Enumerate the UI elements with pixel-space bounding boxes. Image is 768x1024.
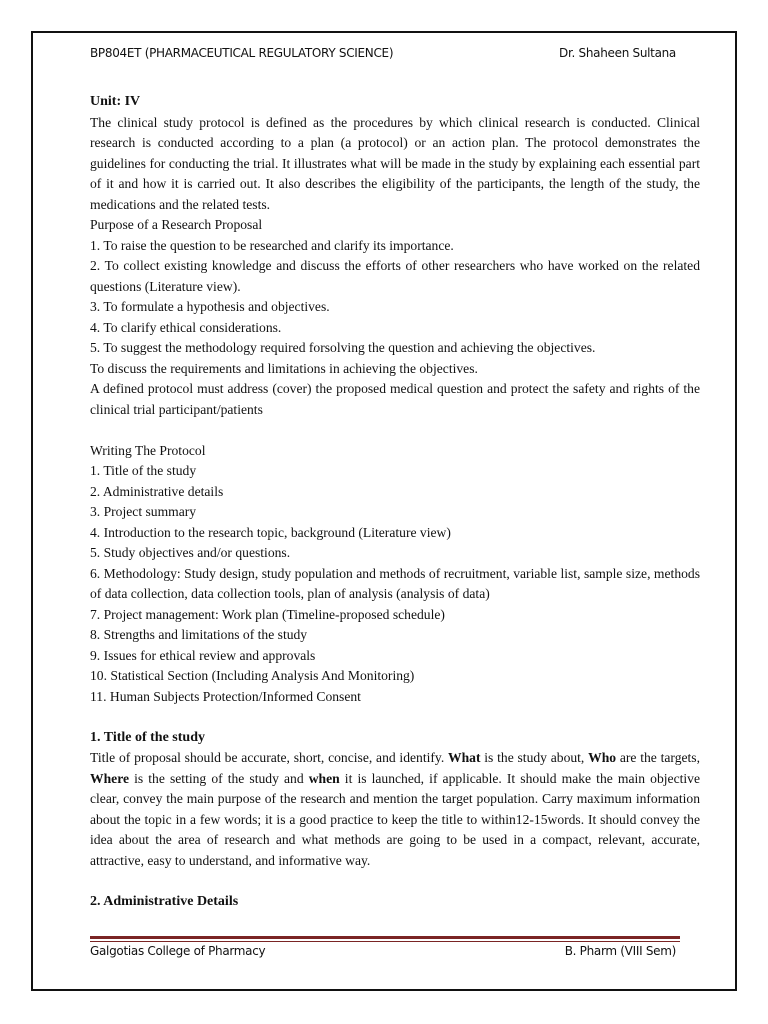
protocol-list-item: 9. Issues for ethical review and approvals (90, 647, 316, 663)
protocol-statement: A defined protocol must address (cover) the proposed medical question and protect the safety and rights of the clinical trial participant/patients (90, 381, 700, 417)
intro-paragraph: The clinical study protocol is defined as the procedures by which clinical research is conducted. Clinical research is conducted according to a plan (a protocol) or an action plan. The protocol demonstrates the guidelines for conducting the trial. It illustrates what will be made in the study by explaining each essential part of it and how it is carried out. It also describes the eligibility of the participants, the length of the study, the medications and the related tests. (90, 114, 700, 212)
footer-rule-thick (90, 936, 680, 939)
page-header (90, 46, 676, 60)
writing-protocol-heading: Writing The Protocol (90, 442, 206, 458)
purpose-item: 2. To collect existing knowledge and discuss the efforts of other researchers who have worked on the related questions (Literature view). (90, 258, 700, 294)
body-text: Title of proposal should be accurate, short, concise, and identify. (90, 750, 449, 765)
purpose-item: To discuss the requirements and limitations in achieving the objectives. (90, 360, 478, 376)
unit-heading: Unit: IV (90, 94, 141, 109)
footer-college: Galgotias College of Pharmacy (90, 944, 266, 958)
header-author: Dr. Shaheen Sultana (559, 46, 676, 60)
protocol-list-item: 3. Project summary (90, 504, 197, 519)
purpose-item: 4. To clarify ethical considerations. (90, 319, 282, 335)
body-text: is the setting of the study and (129, 770, 309, 786)
keyword-where: Where (90, 770, 130, 786)
spacer (90, 420, 700, 441)
body-text: it is launched, if applicable. It should make the main objective clear, convey the main purpose of the research and mention the target population. Carry maximum information about the topic in a few words; it is a good practice to keep the title to within12-15words. It should convey the idea about the area of research and what methods are going to be used in a compact, relevant, accurate, attractive, easy to understand, and informative way. (90, 770, 700, 868)
section-administrative-details-heading: 2. Administrative Details (90, 893, 239, 909)
protocol-list-item: 6. Methodology: Study design, study population and methods of recruitment, variable list, sample size, methods of data collection, data collection tools, plan of analysis (analysis of data) (90, 565, 700, 601)
keyword-when: when (308, 770, 340, 786)
page-footer (90, 944, 676, 958)
protocol-list-item: 10. Statistical Section (Including Analysis And Monitoring) (90, 668, 415, 683)
section-title-of-study-heading: 1. Title of the study (90, 729, 205, 745)
header-course-title: BP804ET (PHARMACEUTICAL REGULATORY SCIENCE) (90, 46, 394, 60)
protocol-list-item: 8. Strengths and limitations of the study (90, 627, 308, 642)
protocol-list-item: 2. Administrative details (90, 483, 224, 499)
purpose-item: 1. To raise the question to be researched and clarify its importance. (90, 237, 454, 253)
purpose-heading: Purpose of a Research Proposal (90, 217, 263, 232)
purpose-item: 5. To suggest the methodology required forsolving the question and achieving the objectives. (90, 340, 596, 355)
protocol-list-item: 4. Introduction to the research topic, background (Literature view) (90, 524, 451, 540)
footer-program: B. Pharm (VIII Sem) (564, 944, 676, 958)
keyword-who: Who (588, 750, 617, 765)
protocol-list-item: 11. Human Subjects Protection/Informed Consent (90, 688, 361, 704)
protocol-list-item: 5. Study objectives and/or questions. (90, 545, 291, 560)
keyword-what: What (448, 750, 481, 765)
section-title-of-study-body (90, 748, 700, 871)
body-text: is the study about, (480, 750, 589, 765)
spacer (90, 707, 700, 728)
body-text: are the targets, (616, 750, 700, 765)
spacer (90, 871, 700, 892)
document-body (90, 92, 700, 912)
protocol-list-item: 7. Project management: Work plan (Timeline-proposed schedule) (90, 606, 445, 622)
footer-rule-thin (90, 941, 680, 942)
purpose-item: 3. To formulate a hypothesis and objectives. (90, 299, 330, 314)
protocol-list-item: 1. Title of the study (90, 463, 197, 478)
